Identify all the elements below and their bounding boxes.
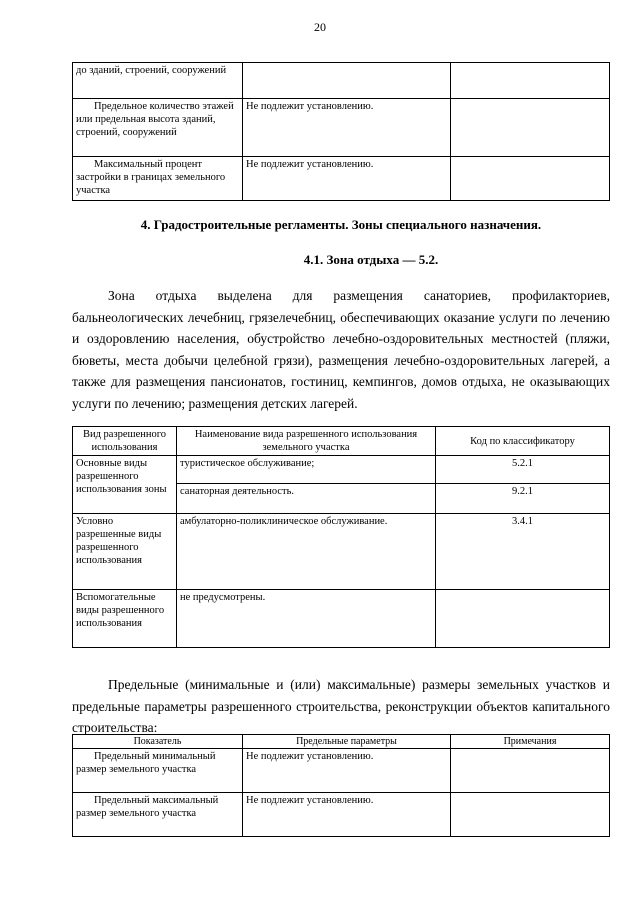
table-cell: Предельный максимальный размер земельного участка <box>73 793 243 837</box>
table-cell: 9.2.1 <box>436 484 610 514</box>
table-cell: туристическое обслуживание; <box>177 456 436 484</box>
subsection-heading: 4.1. Зона отдыха — 5.2. <box>303 252 439 267</box>
table-cell: санаторная деятельность. <box>177 484 436 514</box>
parameters-table-continued <box>72 62 610 201</box>
header-cell: Примечания <box>451 735 610 749</box>
header-cell: Наименование вида разрешенного использования земельного участка <box>177 427 436 456</box>
table-cell: Основные виды разрешенного использования зоны <box>73 456 177 514</box>
table-row <box>73 456 610 484</box>
table-cell: амбулаторно-поликлиническое обслуживание. <box>177 514 436 590</box>
table-header-row <box>73 427 610 456</box>
table-cell: Не подлежит установлению. <box>243 99 451 157</box>
table-row <box>73 99 610 157</box>
table-row <box>73 63 610 99</box>
limit-parameters-table <box>72 734 610 837</box>
table-cell: 5.2.1 <box>436 456 610 484</box>
table-row <box>73 793 610 837</box>
table-row <box>73 749 610 793</box>
table-cell: не предусмотрены. <box>177 590 436 648</box>
table-header-row <box>73 735 610 749</box>
table-cell <box>451 99 610 157</box>
table-cell: Предельное количество этажей или предельная высота зданий, строений, сооружений <box>73 99 243 157</box>
table-cell: 3.4.1 <box>436 514 610 590</box>
parameters-intro-paragraph: Предельные (минимальные и (или) максимальные) размеры земельных участков и предельные параметры разрешенного строительства, реконструкции объектов капитального строительства: <box>72 677 610 735</box>
table-cell: Условно разрешенные виды разрешенного использования <box>73 514 177 590</box>
header-cell: Предельные параметры <box>243 735 451 749</box>
header-cell: Код по классификатору <box>436 427 610 456</box>
table-cell: Не подлежит установлению. <box>243 793 451 837</box>
table-cell: Предельный минимальный размер земельного участка <box>73 749 243 793</box>
table-cell <box>451 63 610 99</box>
table-cell: Максимальный процент застройки в границах земельного участка <box>73 157 243 201</box>
table-cell <box>451 749 610 793</box>
table-cell: Не подлежит установлению. <box>243 749 451 793</box>
table-cell: Вспомогательные виды разрешенного использования <box>73 590 177 648</box>
page-number: 20 <box>314 20 326 34</box>
table-cell <box>243 63 451 99</box>
zone-description-paragraph: Зона отдыха выделена для размещения санаториев, профилакториев, бальнеологических лечебниц, грязелечебниц, обеспечивающих оказание услуги по лечению и оздоровлению населения, обустройство лечебно-оздоровительных местностей (пляжи, бюветы, места добычи целебной грязи), размещения лечебно-оздоровительных лагерей, а также для размещения пансионатов, гостиниц, кемпингов, домов отдыха, не оказывающих услуги по лечению; размещения детских лагерей. <box>72 288 610 411</box>
table-cell <box>451 157 610 201</box>
table-cell: Не подлежит установлению. <box>243 157 451 201</box>
table-cell <box>436 590 610 648</box>
table-cell: до зданий, строений, сооружений <box>73 63 243 99</box>
header-cell: Вид разрешенного использования <box>73 427 177 456</box>
table-row <box>73 157 610 201</box>
header-cell: Показатель <box>73 735 243 749</box>
section-heading: 4. Градостроительные регламенты. Зоны специального назначения. <box>140 217 542 232</box>
table-cell <box>451 793 610 837</box>
table-row <box>73 514 610 590</box>
table-row <box>73 590 610 648</box>
permitted-use-table <box>72 426 610 648</box>
